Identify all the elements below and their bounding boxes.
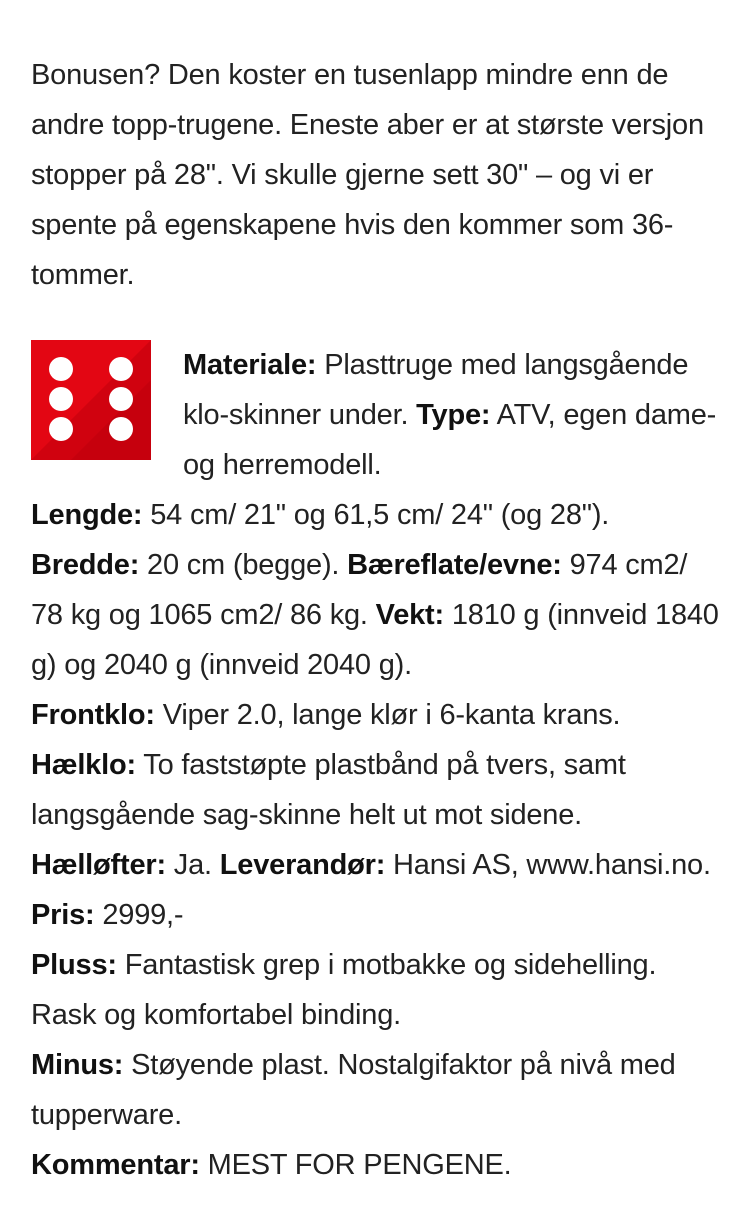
- fact-label: Bæreflate/evne:: [347, 549, 562, 581]
- fact-haelklo: [31, 740, 723, 840]
- fact-value: Fantastisk grep i motbakke og sidehelling. Rask og komfortabel binding.: [31, 949, 657, 1031]
- pip: [109, 357, 133, 381]
- previous-text-fragment: [31, 0, 321, 10]
- fact-value: 54 cm/ 21" og 61,5 cm/ 24" (og 28").: [142, 499, 610, 531]
- fact-label: Pluss:: [31, 949, 117, 981]
- fact-value: 974 cm2/ 78 kg og 1065 cm2/ 86 kg.: [31, 549, 688, 631]
- fact-frontklo: [31, 690, 723, 740]
- fact-list: [31, 340, 723, 1190]
- fact-dimensions: [31, 540, 723, 690]
- fact-label: Pris:: [31, 899, 95, 931]
- fact-value: Hansi AS, www.hansi.no.: [385, 849, 711, 881]
- fact-pluss: [31, 940, 723, 1040]
- fact-value: 1810 g (innveid 1840 g) og 2040 g (innveid 2040 g).: [31, 599, 719, 681]
- intro-paragraph: Bonusen? Den koster en tusenlapp mindre enn de andre topp-trugene. Eneste aber er at største versjon stopper på 28". Vi skulle gjerne sett 30" – og vi er spente på egenskapene hvis den kommer som 36-tommer.: [31, 59, 704, 291]
- fact-label: Minus:: [31, 1049, 124, 1081]
- fact-label: Leverandør:: [219, 849, 386, 881]
- fact-label: Frontklo:: [31, 699, 155, 731]
- fact-label: Hælklo:: [31, 749, 136, 781]
- fact-label: Bredde:: [31, 549, 140, 581]
- fact-haelofter-leverandor-pris: [31, 840, 723, 940]
- pip: [49, 357, 73, 381]
- die-six-graphic: [31, 340, 151, 460]
- fact-lengde: [31, 490, 723, 540]
- fact-value: To faststøpte plastbånd på tvers, samt langsgående sag-skinne helt ut mot sidene.: [31, 749, 626, 831]
- fact-value: Plasttruge med langsgående klo-skinner under.: [183, 349, 689, 431]
- fact-minus: [31, 1040, 723, 1140]
- fact-label: Vekt:: [375, 599, 444, 631]
- fact-box: [31, 340, 723, 1190]
- fact-value: Støyende plast. Nostalgifaktor på nivå med tupperware.: [31, 1049, 676, 1131]
- fact-label: Hælløfter:: [31, 849, 166, 881]
- pip: [109, 417, 133, 441]
- fact-label: Type:: [416, 399, 491, 431]
- fact-value: Viper 2.0, lange klør i 6-kanta krans.: [154, 699, 621, 731]
- pip: [49, 387, 73, 411]
- fact-value: Ja.: [165, 849, 220, 881]
- fact-value: 2999,-: [94, 899, 184, 931]
- fact-label: Materiale:: [183, 349, 317, 381]
- pip: [49, 417, 73, 441]
- fact-label: Kommentar:: [31, 1149, 200, 1181]
- fact-value: MEST FOR PENGENE.: [199, 1149, 512, 1181]
- die-six-icon: [31, 340, 151, 460]
- pip: [109, 387, 133, 411]
- fact-value: ATV, egen dame- og herremodell.: [183, 399, 717, 481]
- fact-kommentar: [31, 1140, 723, 1190]
- fact-label: Lengde:: [31, 499, 143, 531]
- fact-value: 20 cm (begge).: [139, 549, 348, 581]
